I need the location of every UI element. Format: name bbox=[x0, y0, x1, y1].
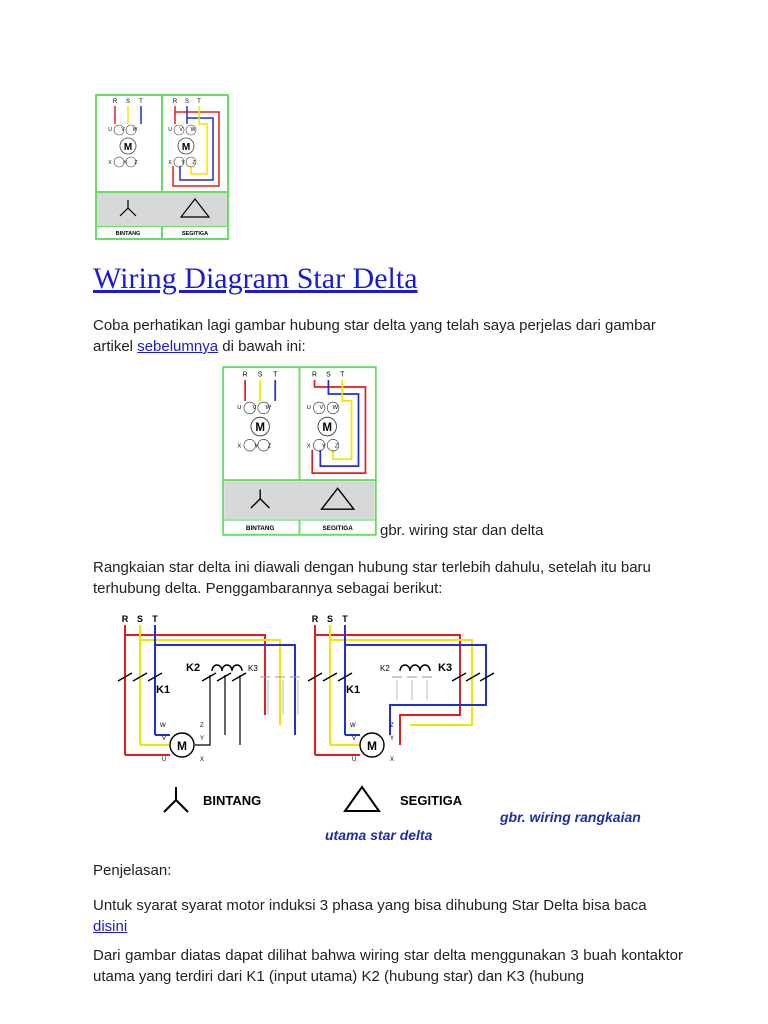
paragraph-syarat bbox=[93, 895, 683, 937]
terminal-u-label: U bbox=[237, 405, 242, 412]
motor-label: M bbox=[322, 421, 333, 435]
paragraph-intro bbox=[93, 315, 683, 357]
terminal-y-label: Y bbox=[321, 443, 326, 450]
star-delta-figure-mid bbox=[222, 366, 377, 536]
phase-s-label: S bbox=[326, 614, 334, 624]
article-title[interactable]: Wiring Diagram Star Delta bbox=[93, 262, 418, 295]
phase-r-label: R bbox=[172, 99, 178, 105]
delta-symbol-icon bbox=[345, 787, 379, 811]
terminal-z-label: Z bbox=[200, 723, 204, 729]
circuit-caption-line1: gbr. wiring rangkaian bbox=[500, 809, 641, 825]
coil-k2-icon bbox=[212, 665, 242, 671]
phase-r-label: R bbox=[112, 99, 118, 105]
terminal-u-label: U bbox=[306, 405, 311, 412]
motor-label: M bbox=[367, 739, 377, 753]
terminal-z-label: Z bbox=[134, 160, 138, 166]
terminal-y-label: Y bbox=[123, 160, 127, 166]
terminal-x-label: X bbox=[237, 443, 242, 450]
label-delta: SEGITIGA bbox=[400, 793, 463, 808]
terminal-y-label: Y bbox=[390, 736, 395, 742]
phase-r-label: R bbox=[311, 614, 319, 624]
motor-label: M bbox=[177, 739, 187, 753]
label-star: BINTANG bbox=[203, 793, 262, 808]
contactor-k3-label: K3 bbox=[438, 662, 453, 674]
terminal-v-label: V bbox=[319, 405, 324, 412]
terminal-y-label: Y bbox=[254, 443, 259, 450]
motor-label: M bbox=[123, 142, 133, 153]
terminal-y-label: Y bbox=[200, 736, 205, 742]
motor-label: M bbox=[181, 142, 191, 153]
terminal-z-label: Z bbox=[390, 723, 394, 729]
terminal-y-label: Y bbox=[181, 160, 185, 166]
phase-s-label: S bbox=[257, 371, 263, 379]
terminal-w-label: W bbox=[132, 127, 138, 133]
coil-k2-icon bbox=[400, 665, 430, 671]
terminal-x-label: X bbox=[108, 160, 112, 166]
terminal-x-label: X bbox=[390, 757, 395, 763]
phase-s-label: S bbox=[136, 614, 144, 624]
phase-t-label: T bbox=[340, 371, 345, 379]
terminal-v-label: V bbox=[252, 405, 257, 412]
terminal-u-label: U bbox=[352, 757, 357, 763]
phase-s-label: S bbox=[184, 99, 190, 105]
terminal-v-label: V bbox=[162, 736, 167, 742]
terminal-z-label: Z bbox=[334, 443, 339, 450]
terminal-v-label: V bbox=[121, 127, 125, 133]
label-star: BINTANG bbox=[245, 525, 275, 533]
terminal-u-label: U bbox=[108, 127, 112, 133]
terminal-w-label: W bbox=[160, 723, 166, 729]
paragraph-intro-text-end: di bawah ini: bbox=[218, 338, 306, 355]
terminal-v-label: V bbox=[179, 127, 183, 133]
terminal-v-label: V bbox=[352, 736, 357, 742]
phase-r-label: R bbox=[312, 371, 318, 379]
section-penjelasan: Penjelasan: bbox=[93, 862, 172, 879]
phase-t-label: T bbox=[273, 371, 278, 379]
star-symbol-icon bbox=[164, 787, 188, 812]
paragraph-sequence: Rangkaian star delta ini diawali dengan hubung star terlebih dahulu, setelah itu baru terhubung delta. Penggambarannya sebagai berikut: bbox=[93, 559, 651, 597]
phase-r-label: R bbox=[121, 614, 129, 624]
terminal-w-label: W bbox=[265, 405, 272, 412]
paragraph-penjelasan: Dari gambar diatas dapat dilihat bahwa wiring star delta menggunakan 3 buah kontaktor utama yang terdiri dari K1 (input utama) K2 (hubung star) dan K3 (hubung bbox=[93, 947, 683, 985]
link-disini[interactable]: disini bbox=[93, 918, 128, 935]
paragraph-syarat-text: Untuk syarat syarat motor induksi 3 phasa yang bisa dihubung Star Delta bisa baca bbox=[93, 897, 647, 914]
contactor-k1-label: K1 bbox=[346, 684, 361, 696]
paragraph-intro-text: Coba perhatikan lagi gambar hubung star delta yang telah saya perjelas dari gambar artikel bbox=[93, 317, 656, 355]
label-delta: SEGITIGA bbox=[322, 525, 353, 533]
terminal-x-label: X bbox=[200, 757, 205, 763]
terminal-z-label: Z bbox=[192, 160, 196, 166]
motor-label: M bbox=[255, 421, 265, 435]
terminal-z-label: Z bbox=[267, 443, 272, 450]
terminal-w-label: W bbox=[332, 405, 339, 412]
phase-t-label: T bbox=[139, 99, 143, 105]
figure-mid-caption: gbr. wiring star dan delta bbox=[380, 522, 544, 539]
terminal-w-label: W bbox=[190, 127, 196, 133]
link-sebelumnya[interactable]: sebelumnya bbox=[137, 338, 219, 355]
contactor-k2-label: K2 bbox=[186, 662, 201, 674]
terminal-x-label: X bbox=[168, 160, 172, 166]
terminal-x-label: X bbox=[306, 443, 311, 450]
label-delta: SEGITIGA bbox=[181, 231, 209, 237]
phase-s-label: S bbox=[125, 99, 131, 105]
contactor-k3-label: K3 bbox=[248, 664, 258, 673]
contactor-k1-label: K1 bbox=[156, 684, 171, 696]
label-star: BINTANG bbox=[115, 231, 141, 237]
terminal-u-label: U bbox=[168, 127, 172, 133]
star-delta-figure-top bbox=[95, 94, 229, 240]
contactor-k2-label: K2 bbox=[380, 664, 390, 673]
terminal-u-label: U bbox=[162, 757, 167, 763]
phase-s-label: S bbox=[326, 371, 331, 379]
circuit-caption-line2: utama star delta bbox=[325, 827, 433, 843]
phase-t-label: T bbox=[197, 99, 201, 105]
terminal-w-label: W bbox=[350, 723, 356, 729]
phase-t-label: T bbox=[342, 614, 348, 624]
phase-r-label: R bbox=[242, 371, 248, 379]
phase-t-label: T bbox=[152, 614, 158, 624]
